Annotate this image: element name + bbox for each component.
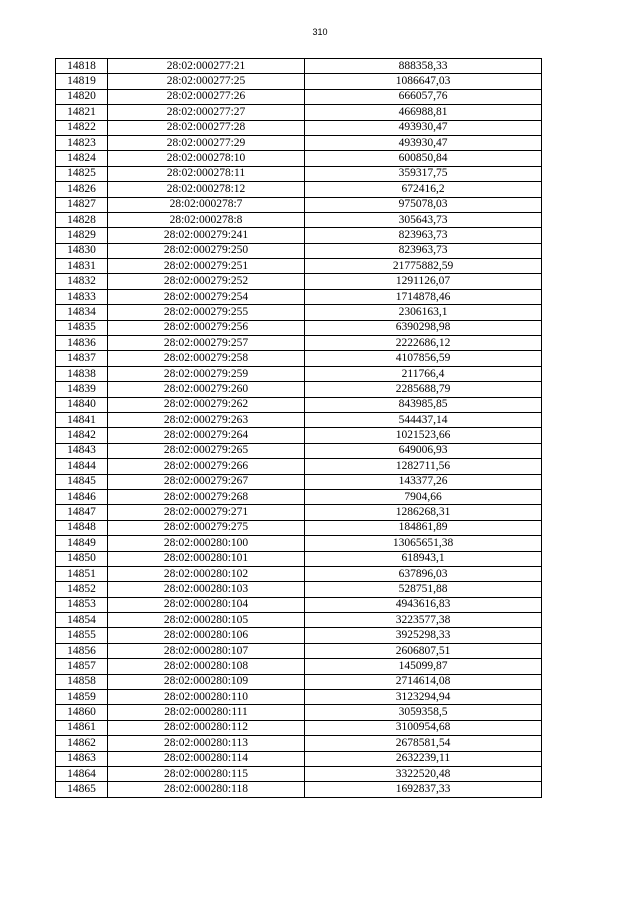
table-row	[56, 613, 542, 628]
table-row	[56, 643, 542, 658]
row-number-cell: 14856	[56, 643, 108, 658]
row-number-cell: 14844	[56, 459, 108, 474]
cadastral-number-cell: 28:02:000279:259	[108, 366, 305, 381]
row-number-cell: 14828	[56, 212, 108, 227]
row-number-cell: 14820	[56, 89, 108, 104]
row-number-cell: 14818	[56, 59, 108, 74]
value-cell: 1291126,07	[305, 274, 542, 289]
row-number-cell: 14865	[56, 782, 108, 797]
row-number-cell: 14830	[56, 243, 108, 258]
row-number-cell: 14850	[56, 551, 108, 566]
row-number-cell: 14847	[56, 505, 108, 520]
value-cell: 1286268,31	[305, 505, 542, 520]
row-number-cell: 14853	[56, 597, 108, 612]
table-row	[56, 782, 542, 797]
table-row	[56, 520, 542, 535]
cadastral-number-cell: 28:02:000279:268	[108, 489, 305, 504]
cadastral-number-cell: 28:02:000277:27	[108, 105, 305, 120]
cadastral-number-cell: 28:02:000279:262	[108, 397, 305, 412]
cadastral-number-cell: 28:02:000279:252	[108, 274, 305, 289]
table-row	[56, 459, 542, 474]
row-number-cell: 14829	[56, 228, 108, 243]
row-number-cell: 14839	[56, 382, 108, 397]
table-row	[56, 151, 542, 166]
value-cell: 184861,89	[305, 520, 542, 535]
cadastral-number-cell: 28:02:000280:102	[108, 566, 305, 581]
row-number-cell: 14855	[56, 628, 108, 643]
row-number-cell: 14860	[56, 705, 108, 720]
value-cell: 649006,93	[305, 443, 542, 458]
cadastral-number-cell: 28:02:000278:11	[108, 166, 305, 181]
table-row	[56, 212, 542, 227]
cadastral-number-cell: 28:02:000277:25	[108, 74, 305, 89]
table-row	[56, 120, 542, 135]
cadastral-number-cell: 28:02:000279:250	[108, 243, 305, 258]
row-number-cell: 14836	[56, 336, 108, 351]
row-number-cell: 14831	[56, 259, 108, 274]
row-number-cell: 14841	[56, 412, 108, 427]
table-row	[56, 628, 542, 643]
row-number-cell: 14834	[56, 305, 108, 320]
value-cell: 618943,1	[305, 551, 542, 566]
table-row	[56, 551, 542, 566]
value-cell: 2285688,79	[305, 382, 542, 397]
value-cell: 637896,03	[305, 566, 542, 581]
row-number-cell: 14848	[56, 520, 108, 535]
cadastral-number-cell: 28:02:000280:103	[108, 582, 305, 597]
value-cell: 823963,73	[305, 228, 542, 243]
value-cell: 528751,88	[305, 582, 542, 597]
table-row	[56, 443, 542, 458]
row-number-cell: 14822	[56, 120, 108, 135]
cadastral-number-cell: 28:02:000278:8	[108, 212, 305, 227]
cadastral-number-cell: 28:02:000279:257	[108, 336, 305, 351]
row-number-cell: 14821	[56, 105, 108, 120]
cadastral-number-cell: 28:02:000279:255	[108, 305, 305, 320]
value-cell: 1021523,66	[305, 428, 542, 443]
value-cell: 3925298,33	[305, 628, 542, 643]
cadastral-number-cell: 28:02:000280:114	[108, 751, 305, 766]
row-number-cell: 14827	[56, 197, 108, 212]
value-cell: 2306163,1	[305, 305, 542, 320]
row-number-cell: 14845	[56, 474, 108, 489]
cadastral-number-cell: 28:02:000279:271	[108, 505, 305, 520]
value-cell: 3123294,94	[305, 690, 542, 705]
value-cell: 359317,75	[305, 166, 542, 181]
cadastral-number-cell: 28:02:000280:104	[108, 597, 305, 612]
cadastral-number-cell: 28:02:000277:28	[108, 120, 305, 135]
table-row	[56, 674, 542, 689]
value-cell: 3059358,5	[305, 705, 542, 720]
cadastral-number-cell: 28:02:000279:258	[108, 351, 305, 366]
value-cell: 2606807,51	[305, 643, 542, 658]
table-row	[56, 259, 542, 274]
row-number-cell: 14863	[56, 751, 108, 766]
cadastral-number-cell: 28:02:000280:113	[108, 736, 305, 751]
table-row	[56, 536, 542, 551]
cadastral-value-table	[55, 58, 542, 798]
table-row	[56, 582, 542, 597]
cadastral-number-cell: 28:02:000280:112	[108, 720, 305, 735]
value-cell: 843985,85	[305, 397, 542, 412]
table-row	[56, 336, 542, 351]
table-row	[56, 320, 542, 335]
value-cell: 211766,4	[305, 366, 542, 381]
cadastral-number-cell: 28:02:000278:10	[108, 151, 305, 166]
value-cell: 666057,76	[305, 89, 542, 104]
value-cell: 544437,14	[305, 412, 542, 427]
table-row	[56, 766, 542, 781]
row-number-cell: 14851	[56, 566, 108, 581]
value-cell: 1714878,46	[305, 289, 542, 304]
value-cell: 2678581,54	[305, 736, 542, 751]
table-row	[56, 228, 542, 243]
value-cell: 493930,47	[305, 120, 542, 135]
row-number-cell: 14825	[56, 166, 108, 181]
row-number-cell: 14849	[56, 536, 108, 551]
row-number-cell: 14838	[56, 366, 108, 381]
value-cell: 6390298,98	[305, 320, 542, 335]
table-row	[56, 412, 542, 427]
table-row	[56, 489, 542, 504]
row-number-cell: 14842	[56, 428, 108, 443]
cadastral-number-cell: 28:02:000280:110	[108, 690, 305, 705]
table-row	[56, 59, 542, 74]
row-number-cell: 14832	[56, 274, 108, 289]
cadastral-number-cell: 28:02:000279:275	[108, 520, 305, 535]
cadastral-number-cell: 28:02:000279:241	[108, 228, 305, 243]
cadastral-number-cell: 28:02:000278:7	[108, 197, 305, 212]
cadastral-number-cell: 28:02:000279:260	[108, 382, 305, 397]
value-cell: 305643,73	[305, 212, 542, 227]
table-row	[56, 751, 542, 766]
cadastral-number-cell: 28:02:000279:264	[108, 428, 305, 443]
cadastral-number-cell: 28:02:000280:107	[108, 643, 305, 658]
row-number-cell: 14861	[56, 720, 108, 735]
cadastral-number-cell: 28:02:000280:106	[108, 628, 305, 643]
value-cell: 1692837,33	[305, 782, 542, 797]
value-cell: 21775882,59	[305, 259, 542, 274]
value-cell: 888358,33	[305, 59, 542, 74]
value-cell: 1086647,03	[305, 74, 542, 89]
cadastral-number-cell: 28:02:000280:115	[108, 766, 305, 781]
cadastral-number-cell: 28:02:000280:105	[108, 613, 305, 628]
value-cell: 672416,2	[305, 182, 542, 197]
table-row	[56, 243, 542, 258]
value-cell: 1282711,56	[305, 459, 542, 474]
table-row	[56, 597, 542, 612]
value-cell: 975078,03	[305, 197, 542, 212]
table-row	[56, 705, 542, 720]
cadastral-number-cell: 28:02:000280:118	[108, 782, 305, 797]
cadastral-number-cell: 28:02:000279:254	[108, 289, 305, 304]
row-number-cell: 14858	[56, 674, 108, 689]
value-cell: 2222686,12	[305, 336, 542, 351]
row-number-cell: 14826	[56, 182, 108, 197]
table-row	[56, 736, 542, 751]
cadastral-number-cell: 28:02:000279:251	[108, 259, 305, 274]
cadastral-number-cell: 28:02:000280:111	[108, 705, 305, 720]
row-number-cell: 14857	[56, 659, 108, 674]
cadastral-number-cell: 28:02:000278:12	[108, 182, 305, 197]
cadastral-number-cell: 28:02:000277:21	[108, 59, 305, 74]
value-cell: 3100954,68	[305, 720, 542, 735]
row-number-cell: 14837	[56, 351, 108, 366]
cadastral-number-cell: 28:02:000277:26	[108, 89, 305, 104]
table-body	[56, 59, 542, 798]
table-row	[56, 659, 542, 674]
row-number-cell: 14862	[56, 736, 108, 751]
table-row	[56, 474, 542, 489]
row-number-cell: 14864	[56, 766, 108, 781]
value-cell: 2632239,11	[305, 751, 542, 766]
table-row	[56, 505, 542, 520]
table-row	[56, 166, 542, 181]
table-row	[56, 366, 542, 381]
row-number-cell: 14859	[56, 690, 108, 705]
value-cell: 3223577,38	[305, 613, 542, 628]
value-cell: 823963,73	[305, 243, 542, 258]
value-cell: 3322520,48	[305, 766, 542, 781]
value-cell: 7904,66	[305, 489, 542, 504]
table-row	[56, 720, 542, 735]
cadastral-number-cell: 28:02:000279:267	[108, 474, 305, 489]
cadastral-number-cell: 28:02:000280:108	[108, 659, 305, 674]
cadastral-number-cell: 28:02:000279:265	[108, 443, 305, 458]
table-row	[56, 197, 542, 212]
row-number-cell: 14840	[56, 397, 108, 412]
value-cell: 4107856,59	[305, 351, 542, 366]
row-number-cell: 14846	[56, 489, 108, 504]
value-cell: 13065651,38	[305, 536, 542, 551]
row-number-cell: 14854	[56, 613, 108, 628]
value-cell: 493930,47	[305, 135, 542, 150]
table-row	[56, 182, 542, 197]
row-number-cell: 14835	[56, 320, 108, 335]
table-row	[56, 566, 542, 581]
cadastral-number-cell: 28:02:000280:109	[108, 674, 305, 689]
value-cell: 4943616,83	[305, 597, 542, 612]
table-row	[56, 74, 542, 89]
table-row	[56, 690, 542, 705]
value-cell: 466988,81	[305, 105, 542, 120]
cadastral-number-cell: 28:02:000279:263	[108, 412, 305, 427]
table-row	[56, 89, 542, 104]
cadastral-number-cell: 28:02:000279:266	[108, 459, 305, 474]
table-row	[56, 351, 542, 366]
table-row	[56, 305, 542, 320]
row-number-cell: 14824	[56, 151, 108, 166]
table-row	[56, 274, 542, 289]
value-cell: 2714614,08	[305, 674, 542, 689]
table-row	[56, 382, 542, 397]
row-number-cell: 14833	[56, 289, 108, 304]
page-number: 310	[312, 27, 328, 37]
table-row	[56, 105, 542, 120]
value-cell: 145099,87	[305, 659, 542, 674]
row-number-cell: 14823	[56, 135, 108, 150]
cadastral-number-cell: 28:02:000280:100	[108, 536, 305, 551]
value-cell: 600850,84	[305, 151, 542, 166]
row-number-cell: 14819	[56, 74, 108, 89]
table-row	[56, 289, 542, 304]
cadastral-number-cell: 28:02:000277:29	[108, 135, 305, 150]
value-cell: 143377,26	[305, 474, 542, 489]
cadastral-number-cell: 28:02:000279:256	[108, 320, 305, 335]
row-number-cell: 14852	[56, 582, 108, 597]
cadastral-number-cell: 28:02:000280:101	[108, 551, 305, 566]
table-row	[56, 428, 542, 443]
table-row	[56, 397, 542, 412]
row-number-cell: 14843	[56, 443, 108, 458]
table-row	[56, 135, 542, 150]
